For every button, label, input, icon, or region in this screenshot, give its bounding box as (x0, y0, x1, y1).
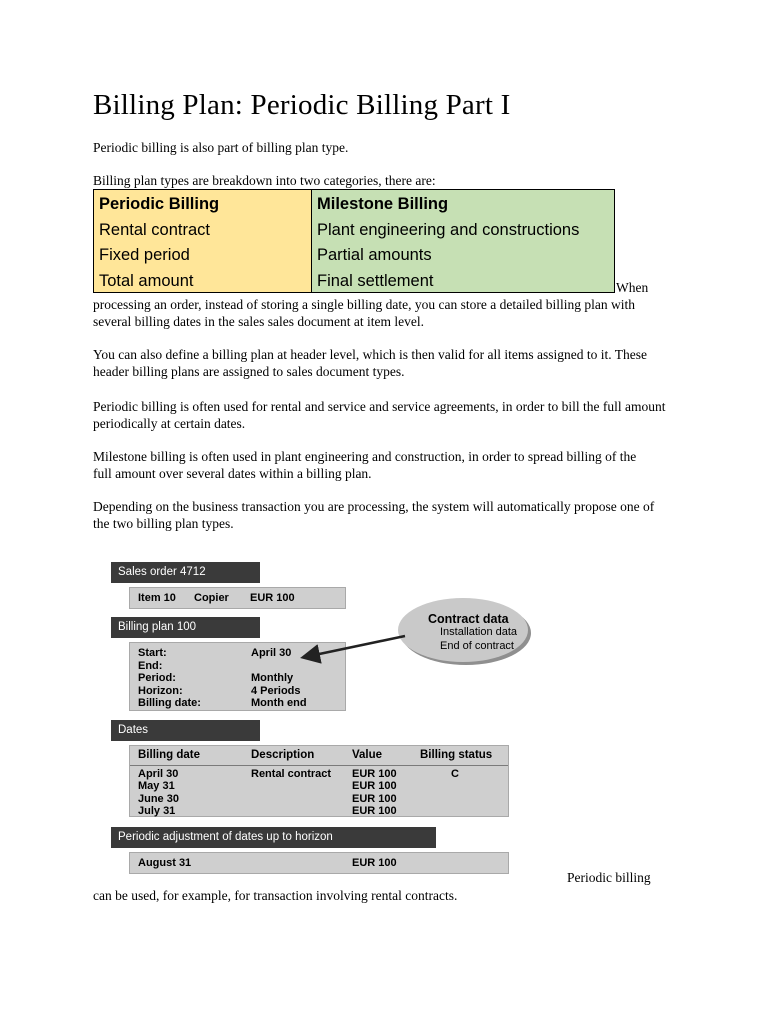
page-title: Billing Plan: Periodic Billing Part I (93, 89, 511, 121)
row-status (420, 793, 490, 806)
field-value: Month end (251, 697, 307, 709)
row-description (251, 805, 352, 818)
row-value: EUR 100 (352, 792, 397, 805)
row-value: EUR 100 (352, 780, 397, 792)
milestone-billing-column (312, 190, 614, 292)
paragraph-header-level: You can also define a billing plan at header level, which is then valid for all items assigned to it. These header billing plans are assigned to sales document types. (93, 347, 647, 379)
row-date: May 31 (138, 780, 175, 792)
billing-plan-bar: Billing plan 100 (111, 617, 260, 638)
table-row (138, 857, 508, 870)
row-date: July 31 (138, 805, 176, 817)
contract-end-of-contract: End of contract (440, 639, 514, 652)
table-row (138, 805, 508, 818)
item-material: Copier (194, 592, 229, 604)
field-value: 4 Periods (251, 684, 301, 697)
inline-text-periodic-billing: Periodic billing (567, 870, 651, 885)
periodic-billing-column (94, 190, 312, 292)
table-row (138, 780, 508, 793)
row-description (251, 793, 352, 806)
table-row (138, 768, 508, 781)
row-description: Rental contract (251, 767, 332, 780)
paragraph-rental-contracts: can be used, for example, for transaction involving rental contracts. (93, 888, 458, 903)
adjust-value: EUR 100 (352, 857, 397, 869)
contract-data-title: Contract data (428, 612, 509, 626)
row-description (251, 780, 352, 793)
header-value: Value (352, 749, 383, 761)
periodic-item: Total amount (99, 271, 194, 290)
field-value: Monthly (251, 672, 294, 684)
paragraph-categories: Billing plan types are breakdown into two categories, there are: (93, 173, 436, 188)
item-line-box (129, 587, 346, 609)
item-number: Item 10 (138, 592, 176, 604)
periodic-item: Rental contract (99, 220, 210, 239)
sales-order-bar: Sales order 4712 (111, 562, 260, 583)
field-value: April 30 (251, 647, 292, 659)
field-label: Period: (138, 672, 176, 684)
dates-table (129, 745, 509, 817)
field-label: Start: (138, 647, 167, 659)
row-date: June 30 (138, 792, 179, 805)
field-label: Billing date: (138, 697, 201, 709)
item-amount: EUR 100 (250, 592, 295, 604)
header-billing-date: Billing date (138, 749, 200, 761)
header-billing-status: Billing status (420, 749, 493, 761)
contract-data-text (428, 612, 517, 653)
paragraph-milestone-usage: Milestone billing is often used in plant engineering and construction, in order to spread billing of the full amount over several dates within a billing plan. (93, 449, 637, 481)
inline-text-when: When (616, 280, 649, 295)
milestone-item: Partial amounts (317, 246, 432, 264)
table-row (138, 793, 508, 806)
periodic-adjustment-bar: Periodic adjustment of dates up to horizon (111, 827, 436, 848)
field-label: End: (138, 659, 163, 672)
row-value: EUR 100 (352, 767, 397, 780)
field-label: Horizon: (138, 684, 183, 697)
paragraph-intro: Periodic billing is also part of billing plan type. (93, 140, 349, 155)
contract-installation-data: Installation data (440, 626, 518, 638)
milestone-item: Plant engineering and constructions (317, 220, 580, 239)
row-status (420, 805, 490, 818)
adjust-date: August 31 (138, 857, 192, 869)
dates-table-header (130, 746, 508, 766)
milestone-billing-heading: Milestone Billing (317, 195, 449, 213)
row-date: April 30 (138, 767, 179, 780)
contract-arrow-icon (295, 630, 410, 665)
paragraph-periodic-usage: Periodic billing is often used for rental and service and service agreements, in order to bill the full amount periodically at certain dates. (93, 399, 666, 431)
periodic-billing-heading: Periodic Billing (99, 195, 220, 213)
paragraph-transaction: Depending on the business transaction you are processing, the system will automatically propose one of the two billing plan types. (93, 499, 655, 531)
paragraph-processing: processing an order, instead of storing a single billing date, you can store a detailed billing plan with several billing dates in the sales sales document at item level. (93, 297, 635, 329)
adjustment-row-box (129, 852, 509, 874)
row-status (420, 780, 490, 793)
periodic-item: Fixed period (99, 246, 190, 264)
row-value: EUR 100 (352, 805, 397, 817)
milestone-item: Final settlement (317, 271, 434, 290)
header-description: Description (251, 749, 315, 761)
dates-bar: Dates (111, 720, 260, 741)
row-status: C (451, 767, 459, 780)
billing-categories-table (93, 189, 615, 293)
